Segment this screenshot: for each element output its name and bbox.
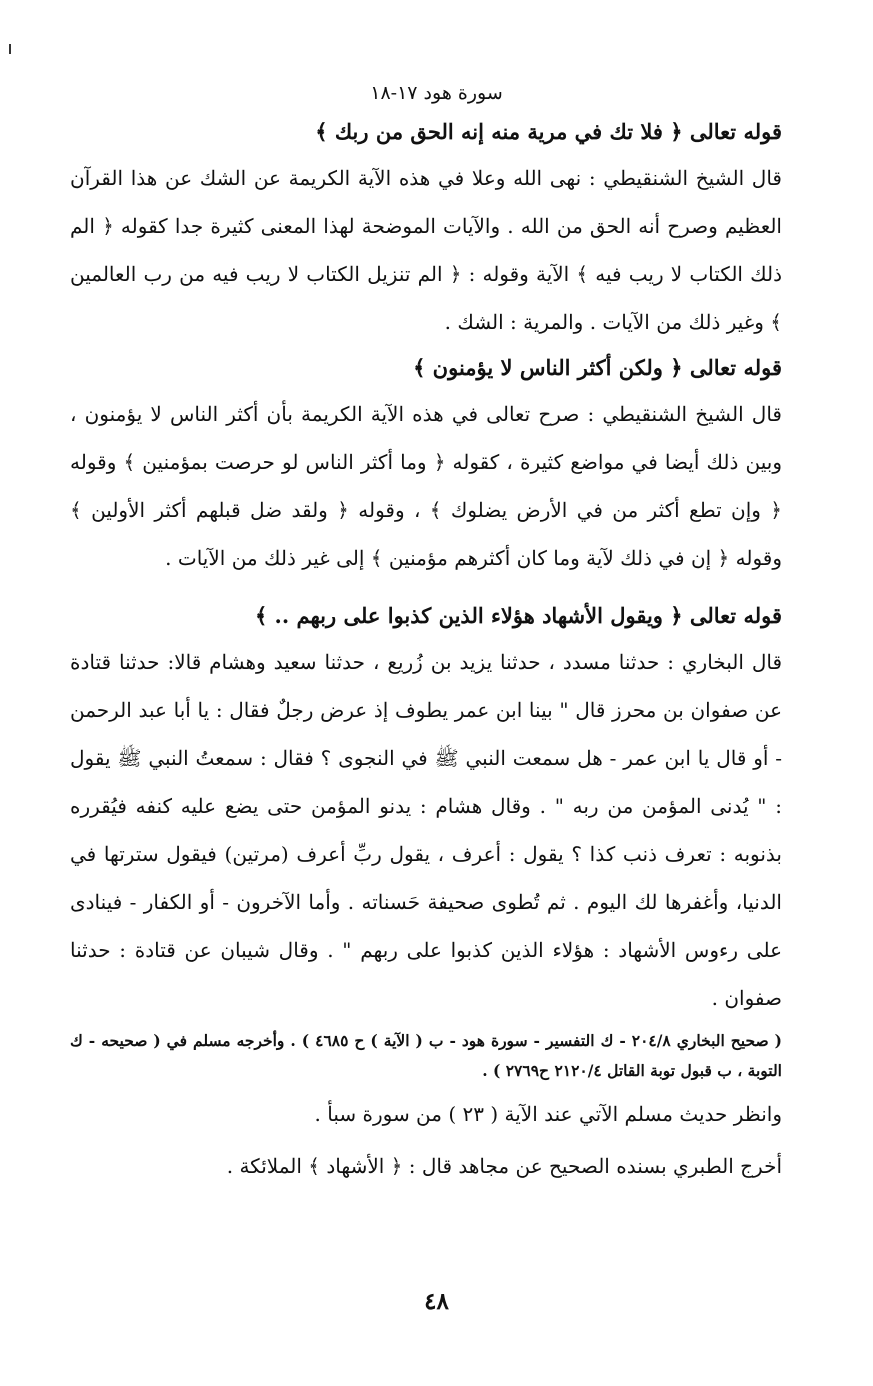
page-body — [70, 110, 782, 1192]
running-header: سورة هود ١٧-١٨ — [370, 82, 503, 104]
hadith-reference-footnote: ( صحيح البخاري ٢٠٤/٨ - ك التفسير - سورة هود - ب ( الآية ) ح ٤٦٨٥ ) . وأخرجه مسلم في ( صحيحه - ك التوبة ، ب قبول توبة القاتل ٢١٢٠/٤ ح٢٧٦٩ ) . — [70, 1031, 782, 1080]
verse-heading-2: قوله تعالى ﴿ ولكن أكثر الناس لا يؤمنون ﴾ — [413, 355, 782, 380]
closing-line-2: أخرج الطبري بسنده الصحيح عن مجاهد قال : ﴿ الأشهاد ﴾ الملائكة . — [226, 1154, 782, 1178]
commentary-paragraph-2: قال الشيخ الشنقيطي : صرح تعالى في هذه الآية الكريمة بأن أكثر الناس لا يؤمنون ، وبين ذلك أيضا في مواضع كثيرة ، كقوله ﴿ وما أكثر الناس لو حرصت بمؤمنين ﴾ وقوله ﴿ وإن تطع أكثر من في الأرض يضلوك ﴾ ، وقوله ﴿ ولقد ضل قبلهم أكثر الأولين ﴾ وقوله ﴿ إن في ذلك لآية وما كان أكثرهم مؤمنين ﴾ إلى غير ذلك من الآيات . — [70, 402, 782, 570]
commentary-paragraph-1: قال الشيخ الشنقيطي : نهى الله وعلا في هذه الآية الكريمة عن الشك عن هذا القرآن العظيم وصرح أنه الحق من الله . والآيات الموضحة لهذا المعنى كثيرة جدا كقوله ﴿ الم ذلك الكتاب لا ريب فيه ﴾ الآية وقوله : ﴿ الم تنزيل الكتاب لا ريب فيه من رب العالمين ﴾ وغير ذلك من الآيات . والمرية : الشك . — [70, 166, 782, 334]
page-number: ٤٨ — [424, 1288, 449, 1315]
closing-line-1: وانظر حديث مسلم الآتي عند الآية ( ٢٣ ) من سورة سبأ . — [314, 1102, 782, 1126]
section-gap — [70, 582, 782, 594]
commentary-paragraph-3: قال البخاري : حدثنا مسدد ، حدثنا يزيد بن زُريع ، حدثنا سعيد وهشام قالا: حدثنا قتادة عن صفوان بن محرز قال " بينا ابن عمر يطوف إذ عرض رجلٌ فقال : يا أبا عبد الرحمن - أو قال يا ابن عمر - هل سمعت النبي ﷺ في النجوى ؟ فقال : سمعتُ النبي ﷺ يقول : " يُدنى المؤمن من ربه " . وقال هشام : يدنو المؤمن حتى يضع عليه كنفه فيُقرره بذنوبه : تعرف ذنب كذا ؟ يقول : أعرف ، يقول ربِّ أعرف (مرتين) فيقول سترتها في الدنيا، وأغفرها لك اليوم . ثم تُطوى صحيفة حَسناته . وأما الآخرون - أو الكفار - فينادى على رءوس الأشهاد : هؤلاء الذين كذبوا على ربهم " . وقال شيبان عن قتادة : حدثنا صفوان . — [70, 650, 782, 1010]
verse-heading-1: قوله تعالى ﴿ فلا تك في مرية منه إنه الحق من ربك ﴾ — [315, 119, 782, 144]
margin-mark — [9, 44, 11, 54]
verse-heading-3: قوله تعالى ﴿ ويقول الأشهاد هؤلاء الذين كذبوا على ربهم .. ﴾ — [254, 603, 782, 628]
